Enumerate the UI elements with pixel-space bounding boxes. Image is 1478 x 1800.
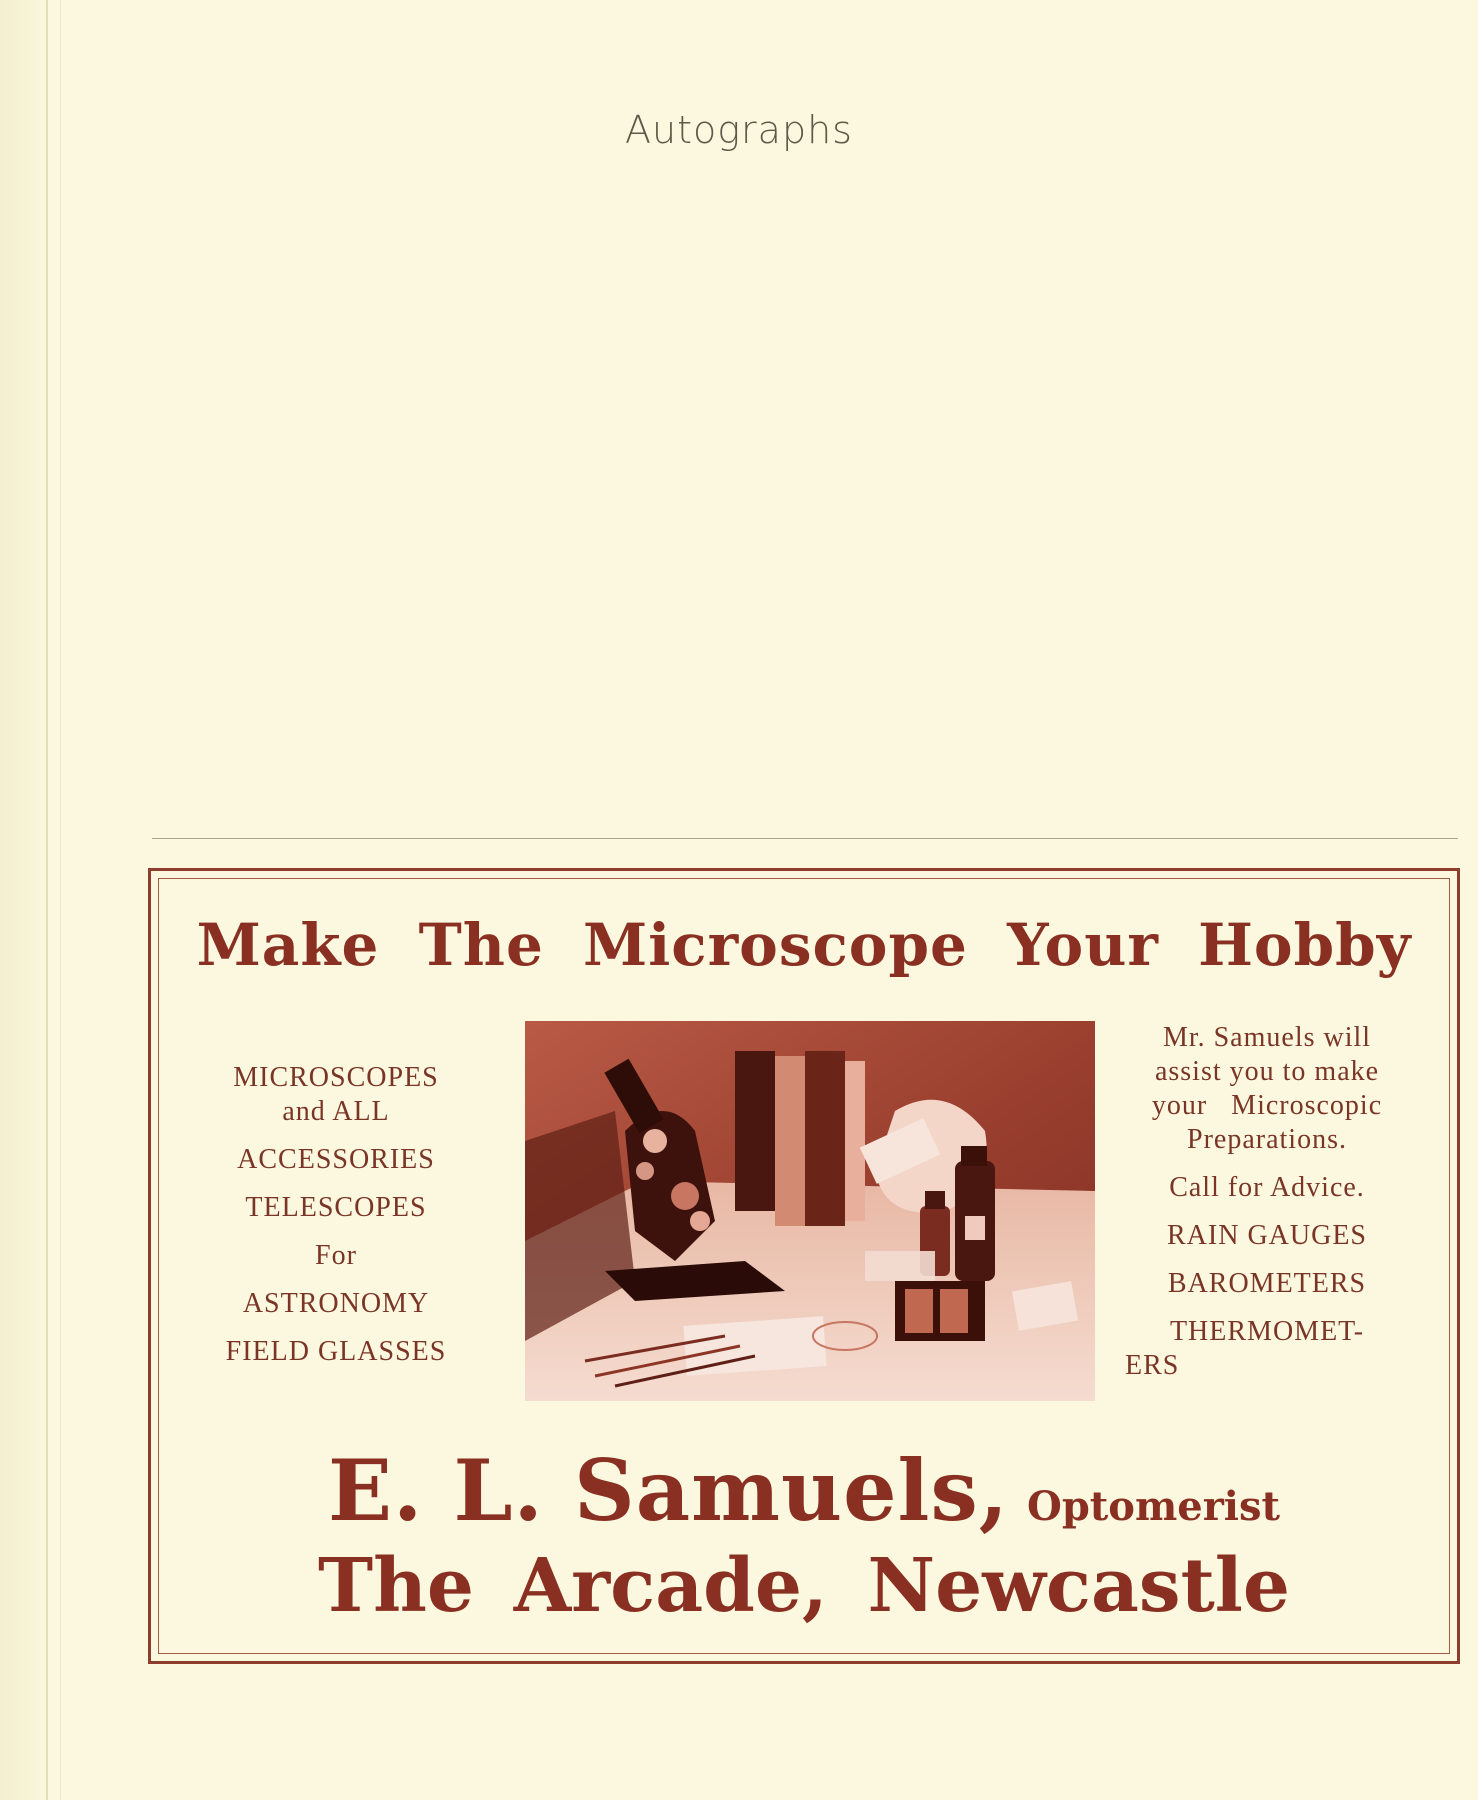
page-fold-line: [60, 0, 61, 1800]
advertisement-box: [148, 868, 1460, 1664]
profession: Optomerist: [1026, 1483, 1280, 1530]
business-name-line: [151, 1441, 1457, 1540]
business-name: E. L. Samuels,: [327, 1441, 1009, 1540]
right-list-item: THERMOMET-: [1169, 1316, 1365, 1347]
paper-edge: [0, 0, 50, 1800]
microscope-photo-illustration: [525, 1021, 1095, 1401]
assist-text-line: assist you to make: [1154, 1056, 1380, 1087]
assist-text-line: your Microscopic: [1151, 1090, 1383, 1121]
left-list-item: MICROSCOPES: [233, 1062, 439, 1093]
assist-text-line: Mr. Samuels will: [1162, 1022, 1372, 1053]
left-list-item: and ALL: [282, 1096, 390, 1127]
right-list-item: BAROMETERS: [1167, 1268, 1367, 1299]
left-list-item: ASTRONOMY: [242, 1288, 430, 1319]
microscope-photo: [525, 1021, 1095, 1401]
left-list-item: FIELD GLASSES: [225, 1336, 447, 1367]
business-address: The Arcade, Newcastle: [318, 1543, 1290, 1629]
advice-text: Call for Advice.: [1169, 1172, 1365, 1203]
left-list-item: ACCESSORIES: [237, 1144, 435, 1175]
divider-rule: [152, 838, 1458, 839]
right-list-item-continuation: ERS: [1125, 1350, 1180, 1381]
ad-left-list: [206, 1061, 466, 1369]
page-title: Autographs: [625, 108, 853, 152]
assist-text-line: Preparations.: [1187, 1124, 1347, 1155]
page-fold: [46, 0, 48, 1800]
left-list-item: TELESCOPES: [245, 1192, 427, 1223]
ad-headline: Make The Microscope Your Hobby: [196, 911, 1412, 979]
ad-right-column: [1117, 1021, 1417, 1383]
right-list-item: RAIN GAUGES: [1167, 1220, 1367, 1251]
left-list-item: For: [315, 1240, 357, 1271]
